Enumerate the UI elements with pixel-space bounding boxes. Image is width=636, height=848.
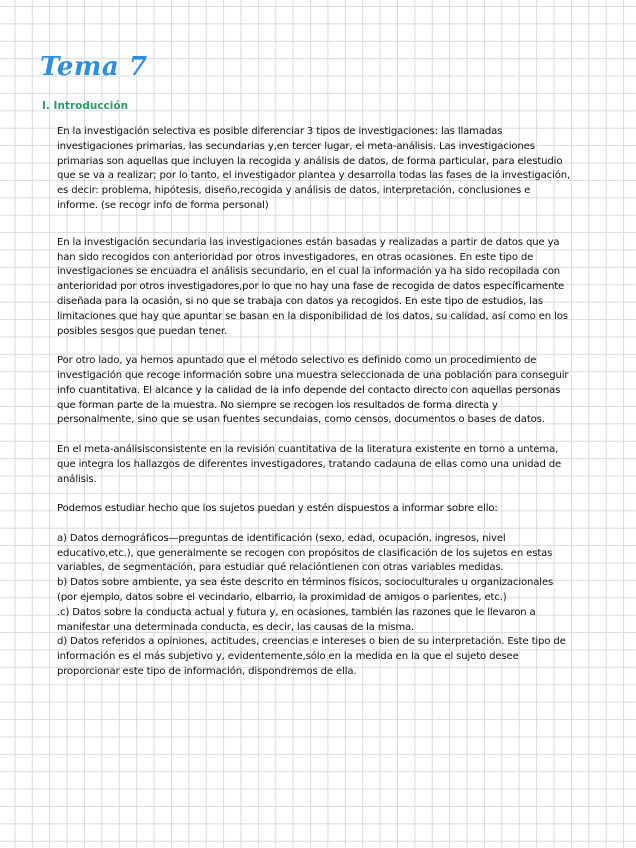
list-item-demographic: a) Datos demográficos—preguntas de identificación (sexo, edad, ocupación, ingresos, nivel educativo,etc.), que generalmente se recogen con propósitos de clasificación de los sujetos en estas variables, de segmentación, para estudiar qué relacióntienen con otras variables medidas. [57,532,553,574]
paragraph-selective-method: Por otro lado, ya hemos apuntado que el método selectivo es definido como un procedimiento de investigación que recoge información sobre una muestra seleccionada de una población para conseguir info cuantitativa. El alcance y la calidad de la info depende del contacto directo con aquellas personas que forman parte de la muestra. No siempre se recogen los resultados de forma directa y personalmente, sino que se usan fuentes secundaias, como censos, documentos o bases de datos. [57,355,569,426]
section-heading: I. Introducción [42,100,129,112]
list-item-environment: b) Datos sobre ambiente, ya sea éste descrito en términos físicos, socioculturales u organizacionales (por ejemplo, datos sobre el vecindario, elbarrio, la proximidad de amigos o parientes, etc.) [57,577,554,603]
paragraph-primary-research: En la investigación selectiva es posible diferenciar 3 tipos de investigaciones: las llamadas investigaciones primarias, las secundarias y,en tercer lugar, el meta-análisis. Las investigaciones primarias son aquellas que incluyen la recogida y análisis de datos, de forma particular, para elestudio que se va a realizar; por lo tanto, el investigador plantea y desarrolla todas las fases de la investigación, es decir: problema, hipótesis, diseño,recogida y análisis de datos, interpretación, conclusiones e informe. (se recogr info de forma personal) [57,126,571,211]
data-types-list [57,532,572,680]
document-body [57,125,572,680]
list-item-behavior: .c) Datos sobre la conducta actual y futura y, en ocasiones, también las razones que le llevaron a manifestar una determinada conducta, es decir, las causas de la misma. [57,606,536,633]
paragraph-list-intro: Podemos estudiar hecho que los sujetos puedan y estén dispuestos a informar sobre ello: [57,503,498,515]
paragraph-secondary-research: En la investigación secundaria las investigaciones están basadas y realizadas a partir de datos que ya han sido recogidos con anterioridad por otros investigadores, en otras ocasiones. En este tipo de investigaciones se encuadra el análisis secundario, en el cual la información ya ha sido recopilada con anterioridad por otros investigadores,por lo que no hay una fase de recogida de datos específicamente diseñada para la ocasión, si no que se trabaja con datos ya recogidos. En este tipo de estudios, las limitaciones que hay que apuntar se basan en la disponibilidad de los datos, su calidad, así como en los posibles sesgos que puedan tener. [57,236,568,337]
list-item-opinions: d) Datos referidos a opiniones, actitudes, creencias e intereses o bien de su interpretación. Este tipo de información es el más subjetivo y, evidentemente,sólo en la medida en la que el sujeto desee proporcionar este tipo de información, dispondremos de ella. [57,636,566,677]
page-title: Tema 7 [40,52,148,82]
paragraph-meta-analysis: En el meta-análisisconsistente en la revisión cuantitativa de la literatura existente en torno a untema, que integra los hallazgos de diferentes investigadores, tratando cadauna de ellas como una unidad de análisis. [57,443,562,485]
